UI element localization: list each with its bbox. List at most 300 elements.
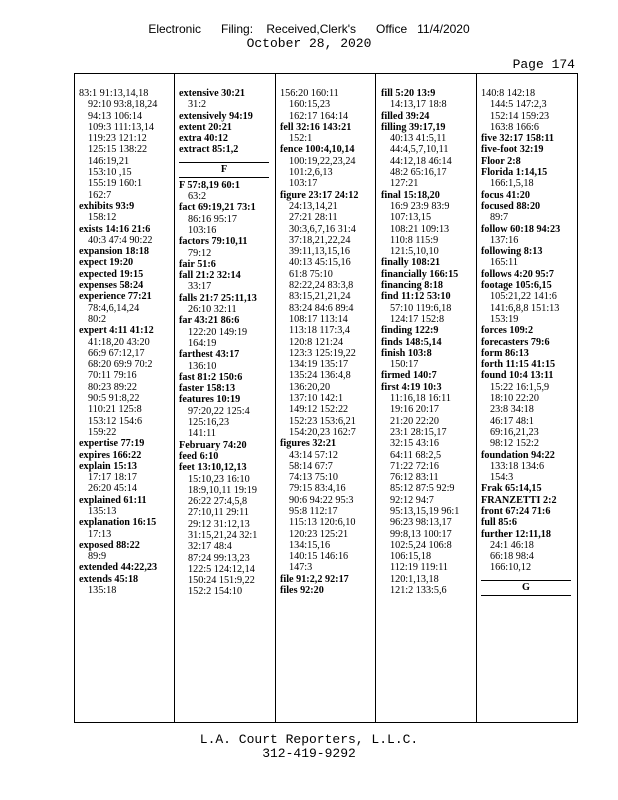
- index-reference-line: 106:15,18: [390, 551, 432, 563]
- index-entry: [179, 293, 269, 316]
- index-reference-line: 135:24 136:4,8: [289, 370, 351, 382]
- index-entry: [79, 325, 169, 438]
- index-headword-line: extensively 94:19: [179, 110, 253, 122]
- index-entry: [481, 269, 571, 280]
- index-headword-line: found 10:4 13:11: [481, 370, 554, 382]
- index-entry: [179, 122, 269, 133]
- index-headword-line: final 15:18,20: [381, 189, 440, 201]
- index-reference-line: 135:13: [88, 505, 117, 517]
- index-entry: [381, 111, 471, 122]
- index-headword-line: expires 166:22: [79, 449, 142, 461]
- index-entry: [79, 269, 169, 280]
- index-headword-line: financially 166:15: [381, 268, 459, 280]
- index-headword-line: financing 8:18: [381, 280, 443, 292]
- index-reference-line: 85:12 87:5 92:9: [390, 483, 455, 495]
- index-entry: [179, 394, 269, 439]
- index-entry: [280, 574, 370, 585]
- index-reference-line: 112:19 119:11: [390, 562, 449, 574]
- index-headword-line: fast 81:2 150:6: [179, 371, 243, 383]
- index-reference-line: 78:4,6,14,24: [88, 302, 140, 314]
- index-reference-line: 89:7: [490, 212, 509, 224]
- index-reference-line: 24:1 46:18: [490, 539, 534, 551]
- index-column-4: [381, 88, 471, 596]
- index-reference-line: 154:20,23 162:7: [289, 426, 356, 438]
- index-reference-line: 149:12 152:22: [289, 404, 349, 416]
- index-reference-line: 40:13 41:5,11: [390, 133, 447, 145]
- index-entry: [481, 529, 571, 574]
- index-entry: [481, 495, 571, 506]
- index-reference-line: 11:16,18 16:11: [390, 393, 451, 405]
- index-reference-line: 48:2 65:16,17: [390, 167, 447, 179]
- index-reference-line: 83:1 91:13,14,18: [79, 88, 149, 99]
- index-reference-line: 95:13,15,19 96:1: [390, 505, 460, 517]
- index-reference-line: 16:9 23:9 83:9: [390, 200, 450, 212]
- index-reference-line: 113:18 117:3,4: [289, 325, 350, 337]
- index-headword-line: extends 45:18: [79, 573, 139, 585]
- index-entry: [179, 111, 269, 122]
- index-entry: [280, 438, 370, 574]
- index-reference-line: 92:10 93:8,18,24: [88, 99, 158, 111]
- index-reference-line: 15:22 16:1,5,9: [490, 381, 550, 393]
- index-headword-line: finally 108:21: [381, 257, 441, 269]
- index-entry: [179, 315, 269, 349]
- index-reference-line: 140:8 142:18: [481, 88, 536, 99]
- index-reference-line: 123:3 125:19,22: [289, 347, 356, 359]
- index-reference-line: 166:10,12: [490, 562, 532, 574]
- index-entry: [179, 259, 269, 270]
- index-reference-line: 141:6,8,8 151:13: [490, 302, 560, 314]
- index-reference-line: 98:12 152:2: [490, 438, 539, 450]
- index-reference-line: 17:17 18:17: [88, 472, 137, 484]
- index-reference-line: 103:17: [289, 178, 318, 190]
- index-entry: [481, 506, 571, 517]
- index-entry: [79, 562, 169, 573]
- index-entry: [179, 180, 269, 203]
- index-entry: [381, 291, 471, 325]
- index-reference-line: 152:2 154:10: [188, 586, 243, 598]
- index-reference-line: 107:13,15: [390, 212, 432, 224]
- index-headword-line: farthest 43:17: [179, 349, 240, 361]
- index-reference-line: 58:14 67:7: [289, 460, 333, 472]
- column-divider: [174, 74, 175, 722]
- index-reference-line: 26:20 45:14: [88, 483, 137, 495]
- index-reference-line: 146:19,21: [88, 155, 130, 167]
- index-reference-line: 103:16: [188, 224, 217, 236]
- index-headword-line: expected 19:15: [79, 268, 144, 280]
- index-reference-line: 164:19: [188, 337, 217, 349]
- index-reference-line: 32:15 43:16: [390, 438, 439, 450]
- index-headword-line: explained 61:11: [79, 494, 147, 506]
- index-reference-line: 46:17 48:1: [490, 415, 534, 427]
- index-reference-line: 79:12: [188, 247, 212, 259]
- index-reference-line: 44:4,5,7,10,11: [390, 144, 449, 156]
- index-headword-line: finding 122:9: [381, 325, 439, 337]
- index-reference-line: 159:22: [88, 426, 117, 438]
- index-reference-line: 134:19 135:17: [289, 359, 349, 371]
- index-reference-line: 63:2: [188, 191, 207, 203]
- index-reference-line: 18:9,10,11 19:19: [188, 484, 257, 496]
- index-headword-line: explanation 16:15: [79, 517, 157, 529]
- index-reference-line: 83:15,21,21,24: [289, 291, 351, 303]
- index-entry: [79, 246, 169, 257]
- index-headword-line: finds 148:5,14: [381, 336, 442, 348]
- index-reference-line: 24:13,14,21: [289, 200, 338, 212]
- index-headword-line: exists 14:16 21:6: [79, 223, 151, 235]
- index-reference-line: 97:20,22 125:4: [188, 405, 250, 417]
- index-entry: [381, 325, 471, 336]
- index-headword-line: features 10:19: [179, 394, 241, 406]
- index-reference-line: 156:20 160:11: [280, 88, 339, 99]
- index-reference-line: 80:23 89:22: [88, 381, 137, 393]
- index-headword-line: FRANZETTI 2:2: [481, 494, 557, 506]
- index-headword-line: filling 39:17,19: [381, 121, 446, 133]
- index-reference-line: 83:24 84:6 89:4: [289, 302, 354, 314]
- index-headword-line: further 12:11,18: [481, 528, 551, 540]
- court-reporter-phone: 312-419-9292: [262, 746, 356, 761]
- index-headword-line: feed 6:10: [179, 450, 219, 462]
- index-reference-line: 86:16 95:17: [188, 213, 237, 225]
- index-entry: [280, 190, 370, 439]
- index-headword-line: forecasters 79:6: [481, 336, 550, 348]
- index-entry: [381, 382, 471, 597]
- index-headword-line: finish 103:8: [381, 347, 432, 359]
- index-reference-line: 162:7: [88, 189, 112, 201]
- index-headword-line: forces 109:2: [481, 325, 534, 337]
- index-reference-line: 15:10,23 16:10: [188, 473, 250, 485]
- index-reference-line: 57:10 119:6,18: [390, 302, 452, 314]
- index-reference-line: 31:15,21,24 32:1: [188, 529, 258, 541]
- index-reference-line: 96:23 98:13,17: [390, 517, 452, 529]
- index-reference-line: 163:8 166:6: [490, 121, 539, 133]
- index-reference-line: 121:5,10,10: [390, 246, 439, 258]
- index-headword-line: expansion 18:18: [79, 246, 149, 258]
- index-reference-line: 64:11 68:2,5: [390, 449, 442, 461]
- index-entry: [179, 144, 269, 155]
- index-entry: [280, 122, 370, 145]
- index-headword-line: form 86:13: [481, 347, 529, 359]
- index-entry: [381, 370, 471, 381]
- index-entry: [481, 246, 571, 269]
- index-reference-line: 110:21 125:8: [88, 404, 142, 416]
- index-entry: [280, 585, 370, 596]
- index-reference-line: 120:1,13,18: [390, 573, 439, 585]
- index-headword-line: expenses 58:24: [79, 280, 144, 292]
- index-reference-line: 155:19 160:1: [88, 178, 143, 190]
- index-entry: [79, 450, 169, 461]
- index-entry: [381, 257, 471, 268]
- index-reference-line: 90:5 91:8,22: [88, 393, 140, 405]
- index-headword-line: far 43:21 86:6: [179, 315, 240, 327]
- index-entry: [179, 270, 269, 293]
- index-headword-line: expert 4:11 41:12: [79, 325, 154, 337]
- index-reference-line: 158:12: [88, 212, 117, 224]
- column-divider: [476, 74, 477, 722]
- index-reference-line: 32:17 48:4: [188, 541, 232, 553]
- index-headword-line: expertise 77:19: [79, 438, 145, 450]
- index-headword-line: exhibits 93:9: [79, 200, 135, 212]
- index-headword-line: feet 13:10,12,13: [179, 462, 247, 474]
- index-headword-line: first 4:19 10:3: [381, 381, 442, 393]
- index-entry: [179, 236, 269, 259]
- index-reference-line: 135:18: [88, 585, 117, 597]
- index-headword-line: file 91:2,2 92:17: [280, 573, 349, 585]
- index-column-3: [280, 88, 370, 596]
- index-entry: [481, 517, 571, 528]
- index-entry: [79, 574, 169, 597]
- index-headword-line: five 32:17 158:11: [481, 133, 554, 145]
- index-entry: [481, 450, 571, 484]
- index-reference-line: 33:17: [188, 281, 212, 293]
- index-headword-line: fair 51:6: [179, 258, 216, 270]
- index-reference-line: 110:8 115:9: [390, 234, 439, 246]
- index-entry: [481, 167, 571, 190]
- index-reference-line: 79:15 83:4,16: [289, 483, 346, 495]
- index-headword-line: faster 158:13: [179, 383, 236, 395]
- index-reference-line: 109:3 111:13,14: [88, 121, 155, 133]
- index-reference-line: 122:20 149:19: [188, 326, 248, 338]
- index-headword-line: fill 5:20 13:9: [381, 88, 436, 99]
- index-reference-line: 152:1: [289, 133, 313, 145]
- index-entry: [481, 190, 571, 201]
- index-headword-line: fence 100:4,10,14: [280, 144, 355, 156]
- index-entry: [179, 372, 269, 383]
- index-reference-line: 31:2: [188, 99, 207, 111]
- page-number: Page 174: [512, 57, 575, 72]
- index-headword-line: extended 44:22,23: [79, 562, 158, 574]
- index-reference-line: 115:13 120:6,10: [289, 517, 356, 529]
- index-reference-line: 160:15,23: [289, 99, 331, 111]
- index-reference-line: 154:3: [490, 472, 514, 484]
- index-entry: [79, 495, 169, 518]
- index-reference-line: 26:22 27:4,5,8: [188, 496, 248, 508]
- index-reference-line: 23:8 34:18: [490, 404, 534, 416]
- index-entry: [381, 348, 471, 371]
- index-reference-line: 95:8 112:17: [289, 505, 338, 517]
- index-reference-line: 30:3,6,7,16 31:4: [289, 223, 356, 235]
- index-entry: [79, 280, 169, 291]
- index-reference-line: 166:1,5,18: [490, 178, 534, 190]
- index-reference-line: 71:22 72:16: [390, 460, 439, 472]
- index-headword-line: Florida 1:14,15: [481, 167, 548, 179]
- column-divider: [275, 74, 276, 722]
- index-entry: [381, 280, 471, 291]
- index-headword-line: figures 32:21: [280, 438, 337, 450]
- index-entry: [79, 461, 169, 495]
- index-reference-line: 43:14 57:12: [289, 449, 338, 461]
- index-reference-line: 80:2: [88, 313, 107, 325]
- index-headword-line: filled 39:24: [381, 110, 430, 122]
- index-reference-line: 119:23 121:12: [88, 133, 147, 145]
- index-entry: [481, 156, 571, 167]
- index-headword-line: F 57:8,19 60:1: [179, 179, 241, 191]
- index-entry: [179, 202, 269, 236]
- index-reference-line: 100:19,22,23,24: [289, 155, 356, 167]
- index-entry: [481, 359, 571, 370]
- index-reference-line: 165:11: [490, 257, 518, 269]
- index-reference-line: 23:1 28:15,17: [390, 426, 447, 438]
- index-reference-line: 90:6 94:22 95:3: [289, 494, 354, 506]
- index-headword-line: five-foot 32:19: [481, 144, 544, 156]
- index-reference-line: 94:13 106:14: [88, 110, 143, 122]
- index-headword-line: February 74:20: [179, 439, 247, 451]
- index-reference-line: 127:21: [390, 178, 419, 190]
- index-headword-line: front 67:24 71:6: [481, 505, 551, 517]
- index-reference-line: 29:12 31:12,13: [188, 518, 250, 530]
- index-entry: [481, 201, 571, 224]
- index-entry: [179, 462, 269, 598]
- index-reference-line: 150:24 151:9,22: [188, 575, 255, 587]
- section-letter-header: F: [179, 162, 269, 178]
- index-entry: [481, 88, 571, 133]
- index-headword-line: footage 105:6,15: [481, 280, 552, 292]
- index-reference-line: 153:10 ,15: [88, 167, 132, 179]
- index-entry: [79, 517, 169, 540]
- index-entry: [79, 224, 169, 247]
- index-column-5: [481, 88, 571, 598]
- index-entry: [79, 540, 169, 563]
- index-headword-line: extent 20:21: [179, 121, 232, 133]
- index-reference-line: 152:23 153:6,21: [289, 415, 356, 427]
- index-reference-line: 137:10 142:1: [289, 393, 344, 405]
- index-reference-line: 140:15 146:16: [289, 551, 349, 563]
- index-headword-line: files 92:20: [280, 585, 324, 597]
- index-reference-line: 66:9 67:12,17: [88, 347, 145, 359]
- index-entry: [179, 440, 269, 451]
- index-reference-line: 69:16,21,23: [490, 426, 539, 438]
- index-reference-line: 61:8 75:10: [289, 268, 333, 280]
- index-reference-line: 99:8,13 100:17: [390, 528, 452, 540]
- index-entry: [179, 88, 269, 111]
- index-reference-line: 136:20,20: [289, 381, 331, 393]
- index-reference-line: 153:12 154:6: [88, 415, 143, 427]
- index-reference-line: 124:17 152:8: [390, 313, 445, 325]
- index-headword-line: figure 23:17 24:12: [280, 189, 359, 201]
- index-headword-line: falls 21:7 25:11,13: [179, 292, 257, 304]
- index-headword-line: fact 69:19,21 73:1: [179, 202, 256, 214]
- index-headword-line: expect 19:20: [79, 257, 134, 269]
- index-headword-line: forth 11:15 41:15: [481, 359, 556, 371]
- index-reference-line: 162:17 164:14: [289, 110, 349, 122]
- index-entry: [481, 133, 571, 144]
- index-headword-line: firmed 140:7: [381, 370, 437, 382]
- index-entry: [79, 88, 169, 201]
- index-headword-line: explain 15:13: [79, 460, 138, 472]
- word-index-frame: [74, 73, 578, 723]
- index-reference-line: 92:12 94:7: [390, 494, 434, 506]
- index-headword-line: Frak 65:14,15: [481, 483, 542, 495]
- index-reference-line: 19:16 20:17: [390, 404, 439, 416]
- index-reference-line: 68:20 69:9 70:2: [88, 359, 153, 371]
- index-headword-line: extra 40:12: [179, 133, 228, 145]
- index-reference-line: 82:22,24 83:3,8: [289, 280, 354, 292]
- index-entry: [481, 483, 571, 494]
- index-reference-line: 70:11 79:16: [88, 370, 137, 382]
- index-entry: [481, 337, 571, 348]
- index-entry: [179, 133, 269, 144]
- filing-date: October 28, 2020: [246, 36, 372, 51]
- index-reference-line: 39:11,13,15,16: [289, 246, 351, 258]
- index-entry: [79, 438, 169, 449]
- index-entry: [179, 383, 269, 394]
- index-reference-line: 26:10 32:11: [188, 304, 237, 316]
- index-entry: [481, 370, 571, 449]
- index-headword-line: full 85:6: [481, 517, 517, 529]
- index-reference-line: 125:15 138:22: [88, 144, 148, 156]
- index-headword-line: experience 77:21: [79, 291, 152, 303]
- index-entry: [481, 325, 571, 336]
- index-reference-line: 27:21 28:11: [289, 212, 338, 224]
- index-reference-line: 134:15,16: [289, 539, 331, 551]
- index-reference-line: 141:11: [188, 428, 216, 440]
- index-headword-line: focused 88:20: [481, 200, 541, 212]
- filing-stamp: Electronic Filing: Received,Clerk's Office 11/4/2020: [148, 22, 470, 36]
- index-reference-line: 121:2 133:5,6: [390, 585, 447, 597]
- index-reference-line: 136:10: [188, 360, 217, 372]
- index-entry: [79, 257, 169, 268]
- index-entry: [481, 144, 571, 155]
- index-entry: [481, 224, 571, 247]
- index-headword-line: follows 4:20 95:7: [481, 268, 555, 280]
- index-reference-line: 120:23 125:21: [289, 528, 349, 540]
- index-reference-line: 105:21,22 141:6: [490, 291, 557, 303]
- index-entry: [381, 88, 471, 111]
- index-reference-line: 87:24 99:13,23: [188, 552, 250, 564]
- index-headword-line: extract 85:1,2: [179, 144, 239, 156]
- section-letter-header: G: [481, 580, 571, 596]
- index-reference-line: 101:2,6,13: [289, 167, 333, 179]
- index-headword-line: follow 60:18 94:23: [481, 223, 561, 235]
- index-reference-line: 120:8 121:24: [289, 336, 344, 348]
- index-column-1: [79, 88, 169, 596]
- column-divider: [375, 74, 376, 722]
- index-column-2: [179, 88, 269, 598]
- index-reference-line: 108:21 109:13: [390, 223, 450, 235]
- index-headword-line: fall 21:2 32:14: [179, 270, 241, 282]
- index-headword-line: exposed 88:22: [79, 539, 140, 551]
- index-reference-line: 137:16: [490, 234, 519, 246]
- index-headword-line: find 11:12 53:10: [381, 291, 451, 303]
- index-reference-line: 125:16,23: [188, 417, 230, 429]
- index-reference-line: 40:13 45:15,16: [289, 257, 351, 269]
- index-entry: [481, 280, 571, 325]
- index-reference-line: 108:17 113:14: [289, 313, 348, 325]
- index-reference-line: 122:5 124:12,14: [188, 563, 255, 575]
- index-reference-line: 40:3 47:4 90:22: [88, 234, 153, 246]
- index-entry: [280, 144, 370, 189]
- index-reference-line: 150:17: [390, 359, 419, 371]
- index-headword-line: following 8:13: [481, 246, 543, 258]
- index-entry: [179, 349, 269, 372]
- index-reference-line: 37:18,21,22,24: [289, 234, 351, 246]
- index-headword-line: Floor 2:8: [481, 155, 521, 167]
- index-entry: [179, 451, 269, 462]
- index-reference-line: 147:3: [289, 562, 313, 574]
- index-reference-line: 18:10 22:20: [490, 393, 539, 405]
- index-reference-line: 66:18 98:4: [490, 551, 534, 563]
- index-reference-line: 14:13,17 18:8: [390, 99, 447, 111]
- index-entry: [381, 337, 471, 348]
- index-headword-line: extensive 30:21: [179, 88, 245, 99]
- index-entry: [481, 348, 571, 359]
- index-entry: [280, 88, 370, 122]
- index-reference-line: 74:13 75:10: [289, 472, 338, 484]
- index-headword-line: fell 32:16 143:21: [280, 121, 352, 133]
- index-reference-line: 17:13: [88, 528, 112, 540]
- index-reference-line: 76:12 83:11: [390, 472, 439, 484]
- index-reference-line: 41:18,20 43:20: [88, 336, 150, 348]
- index-entry: [79, 201, 169, 224]
- index-reference-line: 144:5 147:2,3: [490, 99, 547, 111]
